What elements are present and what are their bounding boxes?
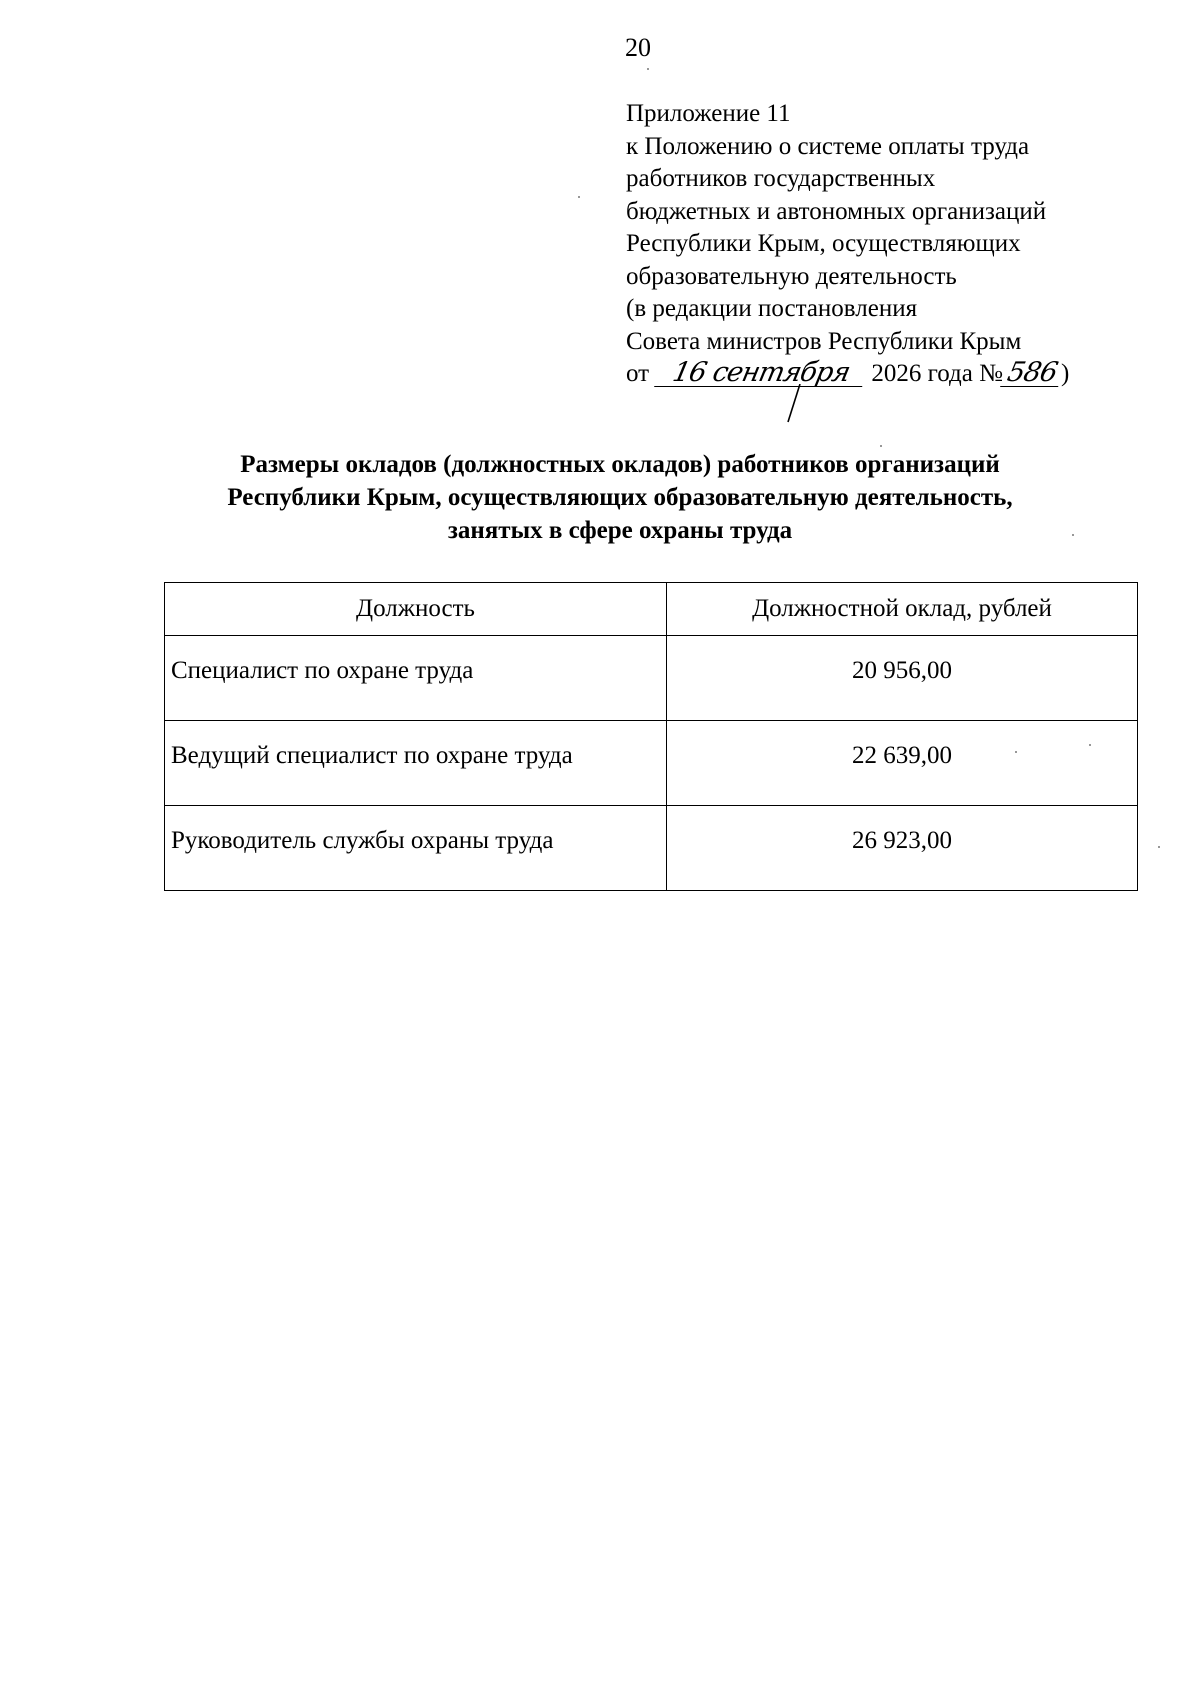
salary-table [164,582,1138,891]
title-line: Размеры окладов (должностных окладов) работников организаций [240,451,1000,478]
year-text: 2026 года № [871,360,1003,387]
salary-cell: 20 956,00 [667,636,1138,721]
resolution-date-line [626,358,1146,391]
table-header-row [165,583,1138,636]
position-cell: Ведущий специалист по охране труда [165,721,667,806]
header-salary: Должностной оклад, рублей [667,583,1138,636]
appendix-line: бюджетных и автономных организаций [626,197,1047,225]
table-row [165,721,1138,806]
closing-paren: ) [1060,360,1070,387]
title-line: занятых в сфере охраны труда [447,517,793,544]
page-number: 20 [625,33,651,62]
date-prefix: от [626,360,650,387]
table-row [165,636,1138,721]
appendix-header [626,98,1146,391]
table-row [165,806,1138,891]
title-line: Республики Крым, осуществляющих образовательную деятельность, [227,484,1013,511]
position-cell: Руководитель службы охраны труда [165,806,667,891]
appendix-line: (в редакции постановления [626,295,918,322]
appendix-line: работников государственных [626,165,936,192]
position-cell: Специалист по охране труда [165,636,667,721]
handwritten-number: 586 [1000,360,1064,387]
salary-cell: 26 923,00 [667,806,1138,891]
handwritten-date: 16 сентября [654,360,868,387]
appendix-line: Совета министров Республики Крым [626,327,1022,355]
header-position: Должность [165,583,667,636]
signature-stroke [784,384,804,424]
salary-cell: 22 639,00 [667,721,1138,806]
appendix-line: образовательную деятельность [626,262,957,290]
document-title [165,448,1075,547]
appendix-line: к Положению о системе оплаты труда [626,132,1030,160]
appendix-line: Республики Крым, осуществляющих [626,230,1021,257]
appendix-line: Приложение 11 [626,100,791,127]
